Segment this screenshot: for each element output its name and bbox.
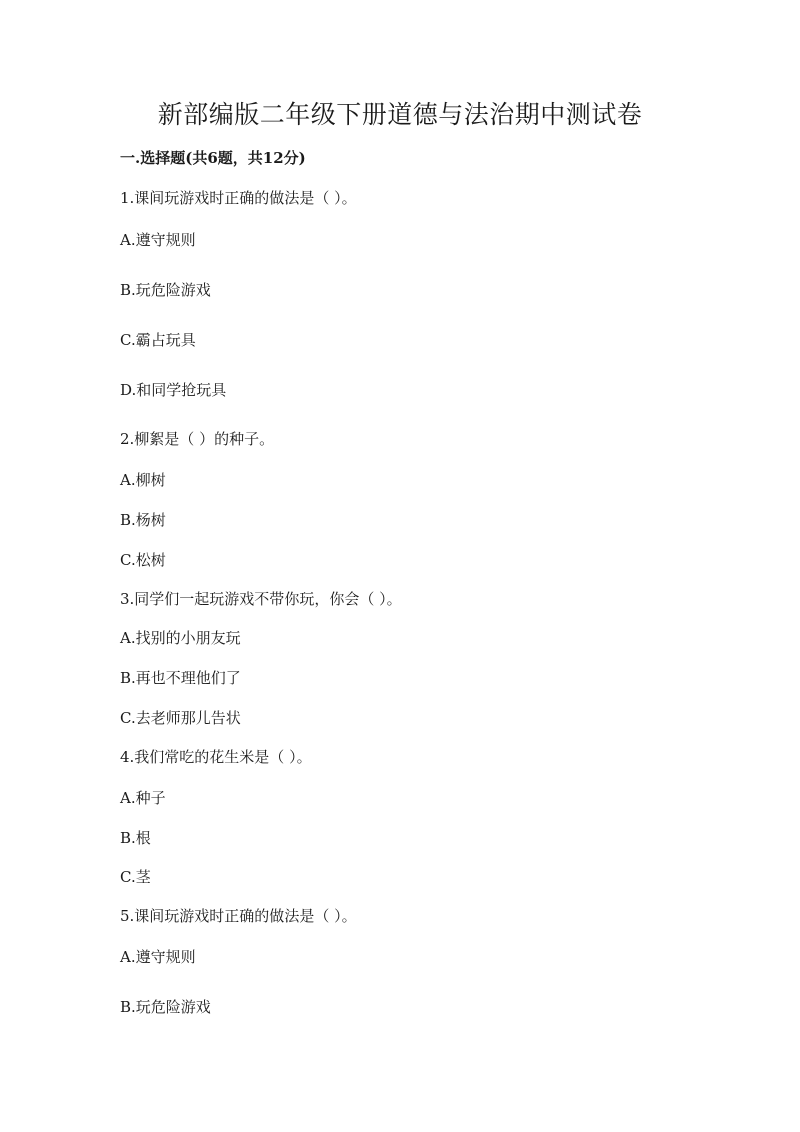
- question-3-option-c: C.去老师那儿告状: [120, 709, 241, 727]
- question-1-option-b: B.玩危险游戏: [120, 281, 211, 299]
- question-2-option-c: C.松树: [120, 551, 166, 569]
- question-1-stem: 1.课间玩游戏时正确的做法是（ ）。: [120, 189, 357, 207]
- question-5-option-a: A.遵守规则: [120, 948, 196, 966]
- question-2-option-a: A.柳树: [120, 471, 166, 489]
- question-1-option-d: D.和同学抢玩具: [120, 381, 227, 399]
- question-1-option-a: A.遵守规则: [120, 231, 196, 249]
- question-4-option-b: B.根: [120, 829, 151, 847]
- question-4-stem: 4.我们常吃的花生米是（ ）。: [120, 748, 312, 766]
- question-3-option-a: A.找别的小朋友玩: [120, 629, 241, 647]
- question-3-stem: 3.同学们一起玩游戏不带你玩，你会（ ）。: [120, 590, 402, 608]
- question-5-stem: 5.课间玩游戏时正确的做法是（ ）。: [120, 907, 357, 925]
- question-4-option-a: A.种子: [120, 789, 166, 807]
- question-4-option-c: C.茎: [120, 868, 151, 886]
- question-2-option-b: B.杨树: [120, 511, 166, 529]
- section-heading: 一.选择题(共6题，共12分): [120, 149, 306, 167]
- question-5-option-b: B.玩危险游戏: [120, 998, 211, 1016]
- question-3-option-b: B.再也不理他们了: [120, 669, 241, 687]
- question-1-option-c: C.霸占玩具: [120, 331, 196, 349]
- exam-title: 新部编版二年级下册道德与法治期中测试卷: [157, 100, 643, 129]
- question-2-stem: 2.柳絮是（ ）的种子。: [120, 430, 275, 448]
